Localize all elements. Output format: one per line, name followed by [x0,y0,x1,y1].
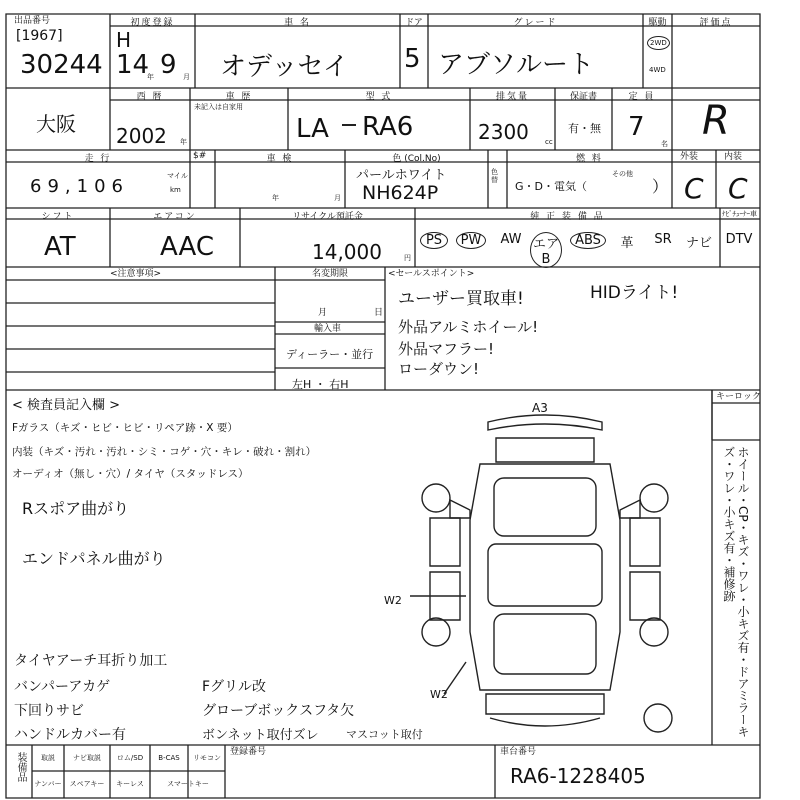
recycle-unit: 円 [404,254,411,262]
footer-spare-key: スペアキー [69,780,105,788]
car-damage-diagram [410,400,680,740]
interior-line: 内装（キズ・汚れ・汚れ・シミ・コゲ・穴・キレ・破れ・割れ） [12,446,317,458]
equip-pw: PW [456,232,486,249]
keylock-label: キーロック [716,392,761,402]
fuel-other: その他 [612,170,633,178]
exterior: C [684,172,704,205]
note-1: Rスポア曲がり [22,499,130,518]
capacity-label: 定 員 [628,92,656,102]
meigi-day: 日 [374,308,384,318]
sales-1: ユーザー買取車! [398,289,524,309]
reg-label: 登録番号 [230,747,267,757]
footer-keyless: キーレス [116,780,144,788]
footer-remote: リモコン [193,754,221,762]
glass-line: Fガラス（キズ・ヒビ・ヒビ・リペア跡・X 要） [12,422,238,434]
door-label: ドア [405,18,423,28]
color-name: パールホワイト [356,168,447,183]
note-3: タイヤアーチ耳折り加工 [14,653,168,669]
model-prefix: LA [296,114,329,144]
interior: C [728,172,748,205]
diagram-mark-top: A3 [532,401,548,415]
capacity: 7 [628,112,645,142]
doors: 5 [404,44,421,74]
interior-label: 内装 [724,152,743,162]
shaken-s: $# [193,151,207,161]
inspector-label: < 検査員記入欄 > [12,398,121,413]
drive-label: 駆動 [648,18,667,28]
note-4: バンパーアカゲ [14,679,111,695]
color-code: NH624P [362,182,439,204]
era-letter: H [116,28,132,52]
model-label: 型 式 [365,92,393,102]
equip-dtv: DTV [725,232,753,247]
note-8: グローブボックスフタ欠 [202,703,355,719]
west-label: 西 暦 [136,92,164,102]
note-6: ハンドルカバー有 [14,727,126,743]
score: R [702,98,730,144]
ac: AAC [160,232,214,262]
shaken-month: 月 [334,194,341,202]
recycle-label: リサイクル預託金 [292,212,363,222]
car-name: オデッセイ [220,52,349,82]
lot-bracket: [1967] [16,28,63,44]
ac-label: エアコン [153,212,197,222]
shift: AT [44,232,76,262]
equip-airbag: エアB [530,232,562,268]
month-unit: 月 [183,73,190,81]
chassis-number: RA6-1228405 [510,764,646,788]
sales-5: HIDライト! [590,283,679,303]
color-change: 色替 [491,168,498,184]
footer-smart-key: スマートキー [167,780,209,788]
drive-4wd: 4WD [649,66,666,74]
sales-4: ローダウン! [398,360,480,378]
mileage: 69,106 [30,176,129,197]
equip-navi: ナビ [685,236,712,251]
mile-unit: マイル [167,172,188,180]
note-10: マスコット取付 [346,728,423,741]
drive-2wd: 2WD [647,36,670,50]
car-name-label: 車 名 [284,18,311,28]
note-2: エンドパネル曲がり [22,549,166,568]
equip-leather: 革 [620,236,634,251]
history-label: 車 歴 [225,92,253,102]
warranty-label: 保証書 [569,92,597,102]
fuel-close: ） [652,177,669,196]
history-note: 未記入は自家用 [194,103,243,111]
km-unit: km [170,186,181,194]
score-label: 評価点 [699,18,733,28]
first-reg-label: 初度登録 [130,18,175,28]
footer-number: ナンバー [34,780,62,788]
diagram-mark-left: W2 [384,594,402,607]
cc: 2300 [478,120,529,144]
footer-rom-sd: ロム/SD [116,754,144,762]
shaken-label: 車 検 [266,154,294,164]
equip-aw: AW [500,232,522,247]
sales-2: 外品アルミホイール! [398,318,539,336]
grade: アブソルート [438,50,595,80]
region: 大阪 [36,112,76,136]
footer-bcas: B-CAS [158,754,180,762]
cc-unit: cc [545,138,553,146]
fuel-label: 燃 料 [576,154,603,164]
sales-3: 外品マフラー! [398,340,495,358]
tv-label: ﾅﾋﾞﾁｭｰﾅｰ車 [722,210,757,218]
model-dash [342,124,356,126]
fuel-options: G・D・電気（ [515,180,587,193]
exterior-label: 外装 [680,152,699,162]
capacity-unit: 名 [661,140,668,148]
steering: 左H ・ 右H [292,378,349,391]
diagram-mark-bottom: W2 [430,688,448,701]
equip-ps: PS [420,232,448,249]
audio-line: オーディオ（無し・穴）/ タイヤ（スタッドレス） [12,468,249,480]
footer-manual: 取説 [41,754,55,762]
model: RA6 [362,112,414,142]
note-5: 下回りサビ [14,703,84,719]
first-reg-month: 9 [160,50,177,80]
equip-abs: ABS [570,232,606,249]
footer-navi-manual: ナビ取説 [73,754,101,762]
import-label: 輸入車 [314,324,342,334]
footer-side-label: 装備品 [15,752,26,782]
dealer: ディーラー・並行 [286,348,374,361]
color-label: 色 (Col.No) [392,154,441,164]
meigi-month: 月 [318,308,328,318]
cc-label: 排気量 [495,92,529,102]
lot-number: 30244 [20,50,103,80]
year-unit-2: 年 [180,138,187,146]
equip-label: 純 正 装 備 品 [530,212,605,222]
mileage-label: 走 行 [84,154,112,164]
grade-label: グレード [513,18,558,28]
first-reg-year: 14 [116,50,150,80]
shaken-year: 年 [272,194,279,202]
warranty: 有・無 [568,122,601,135]
recycle: 14,000 [312,240,382,264]
sales-label: <セールスポイント> [388,269,475,279]
year-unit: 年 [147,73,154,81]
meigi-label: 名変期限 [312,269,349,279]
note-7: Fグリル改 [202,679,267,695]
caution-label: <注意事項> [110,269,162,279]
note-9: ボンネット取付ズレ [202,728,319,743]
lot-label: 出品番号 [14,16,51,26]
equip-sr: SR [654,232,672,247]
chassis-label: 車台番号 [500,747,537,757]
keylock-side-text: ホイール・CP・キズ・ワレ・小キズ有・ドアミラーキズ・ワレ・小キズ有・補修跡 [722,446,750,738]
year: 2002 [116,124,167,148]
shift-label: シフト [41,212,75,222]
